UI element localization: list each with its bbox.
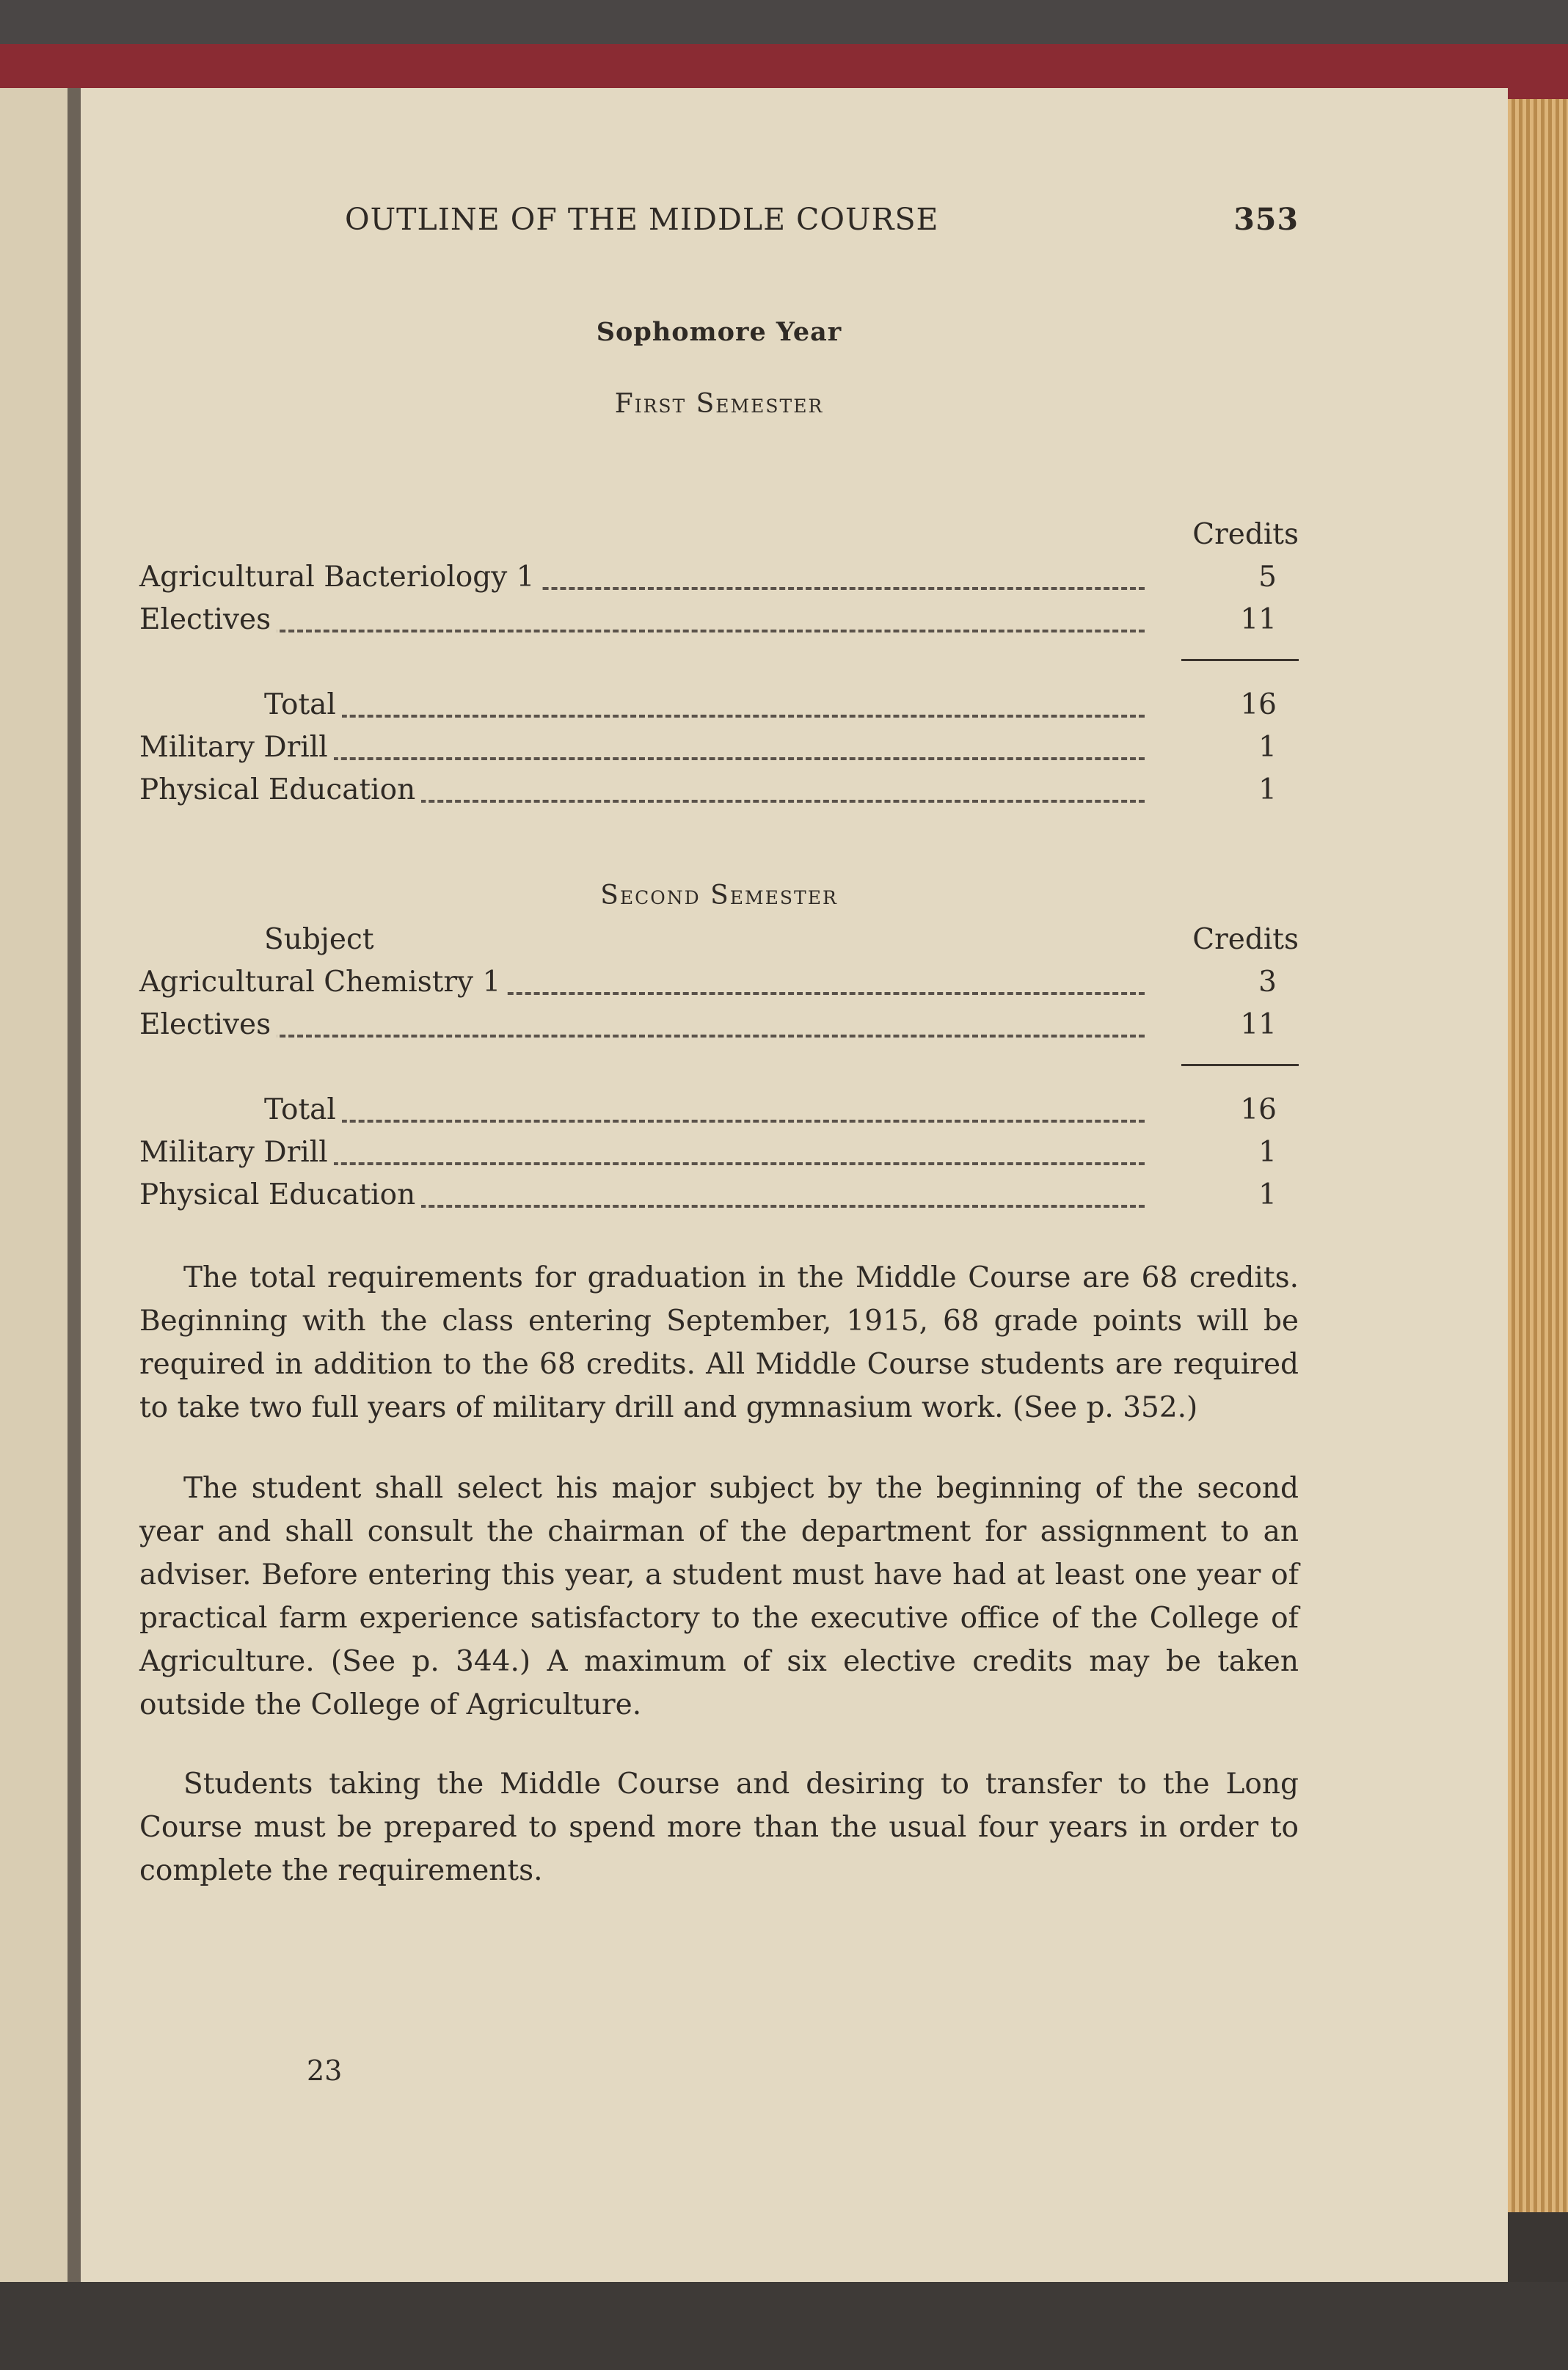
body-paragraph: The student shall select his major subject by the beginning of the second year and shall consult the chairman of the department for assignment to an adviser. Before entering this year, a student must have had at least one year of practical farm experience satisfactory to the executive office of the College of Agriculture. (See p. 344.) A maximum of six elective credits may be taken outside the College of Agriculture. (139, 1472, 1299, 1721)
second-semester-header-row (139, 923, 1299, 963)
course-label: Military Drill (139, 731, 334, 764)
total-credits: 16 (1240, 688, 1277, 721)
sum-rule (1181, 1064, 1299, 1066)
course-credits: 1 (1258, 1136, 1277, 1169)
body-paragraph: Students taking the Middle Course and desiring to transfer to the Long Course must be prepared to spend more than the usual four years in order to complete the requirements. (139, 1768, 1299, 1887)
course-credits: 5 (1258, 561, 1277, 594)
sum-rule (1181, 659, 1299, 661)
total-credits: 16 (1240, 1093, 1277, 1126)
course-label: Physical Education (139, 1178, 421, 1211)
course-credits: 11 (1240, 1008, 1277, 1041)
section-title: Sophomore Year (596, 317, 842, 347)
course-row (139, 603, 1299, 643)
course-row (139, 1008, 1299, 1048)
course-row (139, 561, 1299, 600)
page-stack-edge (1504, 99, 1568, 2212)
page-number: 353 (1233, 202, 1299, 237)
course-credits: 1 (1258, 731, 1277, 764)
total-label: Total (139, 1093, 342, 1126)
course-credits: 3 (1258, 966, 1277, 999)
second-semester-title: Second Semester (600, 880, 838, 911)
course-credits: 1 (1258, 773, 1277, 806)
total-row (139, 1093, 1299, 1133)
course-credits: 1 (1258, 1178, 1277, 1211)
course-credits: 11 (1240, 603, 1277, 636)
leader-dashes (139, 1035, 1145, 1038)
credits-header: Credits (1192, 518, 1299, 551)
scan-top-background (0, 0, 1568, 44)
course-label: Agricultural Chemistry 1 (139, 966, 506, 999)
course-label: Military Drill (139, 1136, 334, 1169)
course-row (139, 731, 1299, 770)
course-label: Electives (139, 1008, 277, 1041)
first-semester-title: First Semester (614, 389, 824, 419)
total-row (139, 688, 1299, 728)
course-row (139, 773, 1299, 813)
course-label: Physical Education (139, 773, 421, 806)
body-paragraph: The total requirements for graduation in the Middle Course are 68 credits. Beginning with the class entering September, 1915, 68 grade points will be required in addition to the 68 credits. All Middle Course students are required to take two full years of military drill and gymnasium work. (See p. 352.) (139, 1261, 1299, 1424)
course-label: Agricultural Bacteriology 1 (139, 561, 541, 594)
signature-number: 23 (307, 2054, 343, 2087)
scan-bottom-background (0, 2282, 1568, 2370)
running-title: OUTLINE OF THE MIDDLE COURSE (345, 202, 939, 237)
leader-dashes (139, 630, 1145, 632)
subject-header: Subject (139, 923, 380, 956)
course-row (139, 1136, 1299, 1175)
first-semester-credits-header-row (139, 518, 1299, 558)
course-label: Electives (139, 603, 277, 636)
course-row (139, 966, 1299, 1005)
course-row (139, 1178, 1299, 1218)
credits-header: Credits (1192, 923, 1299, 956)
total-label: Total (139, 688, 342, 721)
